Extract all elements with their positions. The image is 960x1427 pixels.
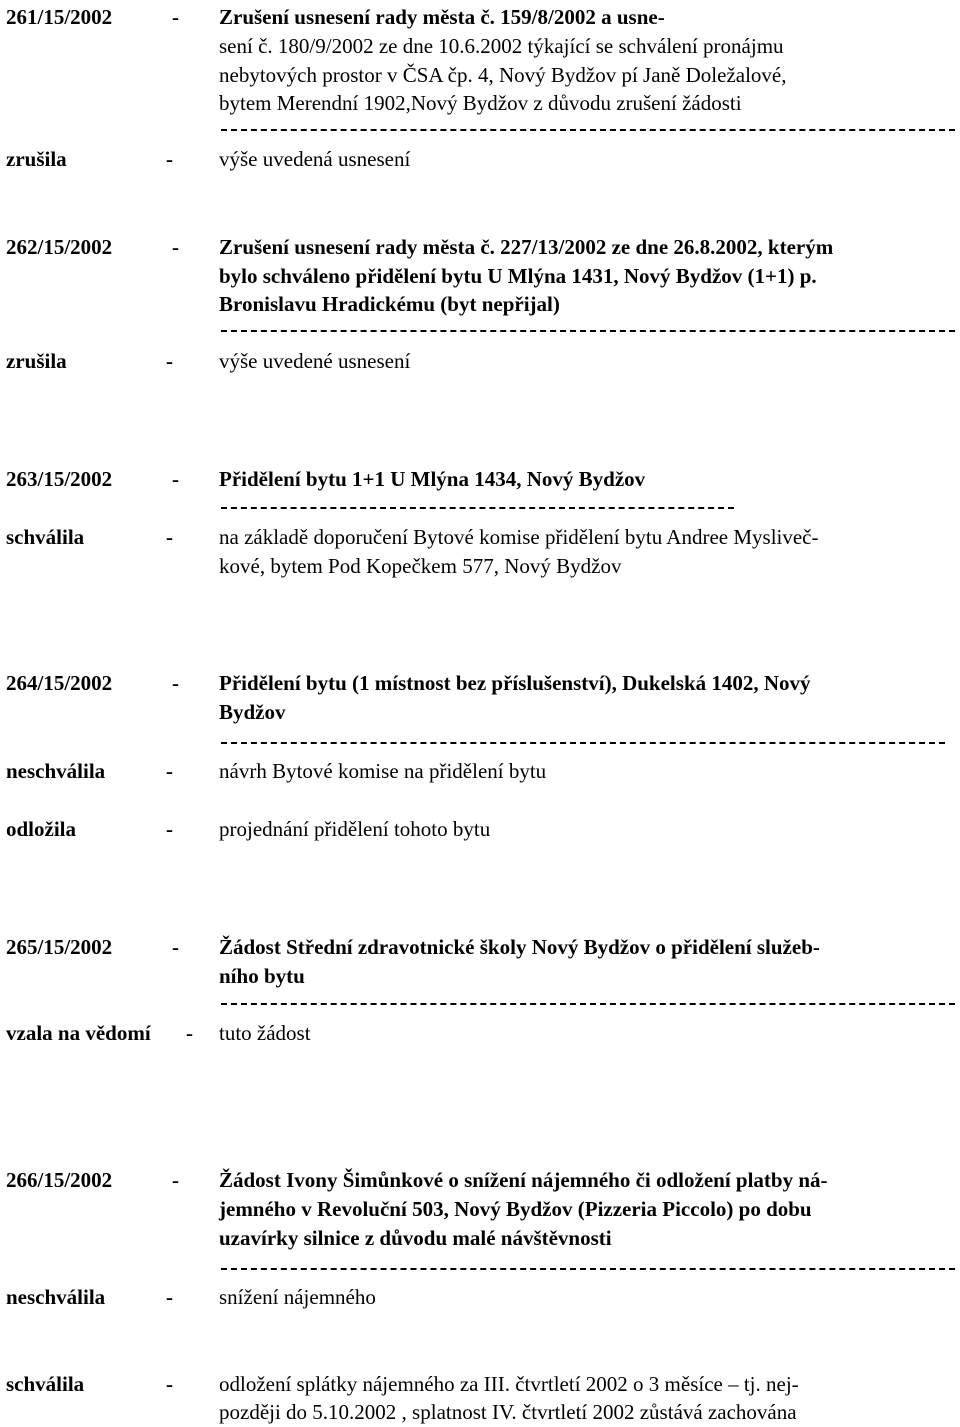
resolution-number: 261/15/2002 [6,5,113,29]
resolution-dash: - [172,5,179,29]
separator-line [221,129,955,131]
resolution-title-line: sení č. 180/9/2002 ze dne 10.6.2002 týkající se schválení pronájmu [219,34,784,58]
separator-line [221,507,734,509]
decision-text: odložení splátky nájemného za III. čtvrtletí 2002 o 3 měsíce – tj. nej- [219,1372,799,1396]
resolution-title-line: Bydžov [219,700,286,724]
resolution-title-line: Žádost Ivony Šimůnkové o snížení nájemného či odložení platby ná- [219,1168,828,1192]
decision-text: kové, bytem Pod Kopečkem 577, Nový Bydžov [219,554,622,578]
separator-line [221,330,955,332]
resolution-title-line: bytem Merendní 1902,Nový Bydžov z důvodu zrušení žádosti [219,91,742,115]
decision-dash: - [186,1021,193,1045]
resolution-dash: - [172,1168,179,1192]
decision-text: na základě doporučení Bytové komise přidělení bytu Andree Mysliveč- [219,525,819,549]
decision-text: projednání přidělení tohoto bytu [219,817,491,841]
resolution-number: 263/15/2002 [6,467,113,491]
decision-verb: vzala na vědomí [6,1021,151,1045]
separator-line [221,1268,955,1270]
decision-dash: - [166,1285,173,1309]
decision-verb: neschválila [6,759,106,783]
decision-verb: schválila [6,525,85,549]
resolution-dash: - [172,935,179,959]
resolution-number: 265/15/2002 [6,935,113,959]
resolution-number: 262/15/2002 [6,235,113,259]
resolution-dash: - [172,671,179,695]
decision-dash: - [166,817,173,841]
resolution-title-line: Zrušení usnesení rady města č. 227/13/2002 ze dne 26.8.2002, kterým [219,235,834,259]
resolution-title-line: Přidělení bytu 1+1 U Mlýna 1434, Nový Bydžov [219,467,646,491]
decision-text: výše uvedené usnesení [219,349,411,373]
resolution-title-line: uzavírky silnice z důvodu malé návštěvnosti [219,1226,612,1250]
decision-dash: - [166,349,173,373]
decision-dash: - [166,1372,173,1396]
decision-text: snížení nájemného [219,1285,376,1309]
decision-verb: odložila [6,817,77,841]
decision-dash: - [166,525,173,549]
decision-dash: - [166,147,173,171]
resolution-title-line: jemného v Revoluční 503, Nový Bydžov (Pizzeria Piccolo) po dobu [219,1197,812,1221]
decision-text: později do 5.10.2002 , splatnost IV. čtvrtletí 2002 zůstává zachována [219,1400,797,1424]
decision-verb: schválila [6,1372,85,1396]
separator-line [221,742,945,744]
resolution-dash: - [172,467,179,491]
decision-text: výše uvedená usnesení [219,147,411,171]
resolution-title-line: Zrušení usnesení rady města č. 159/8/2002 a usne- [219,5,665,29]
decision-verb: zrušila [6,349,67,373]
decision-verb: neschválila [6,1285,106,1309]
decision-text: tuto žádost [219,1021,311,1045]
resolution-title-line: bylo schváleno přidělení bytu U Mlýna 1431, Nový Bydžov (1+1) p. [219,264,817,288]
resolution-title-line: Bronislavu Hradickému (byt nepřijal) [219,292,560,316]
resolution-title-line: ního bytu [219,964,305,988]
resolution-title-line: Žádost Střední zdravotnické školy Nový Bydžov o přidělení služeb- [219,935,820,959]
resolution-number: 264/15/2002 [6,671,113,695]
decision-dash: - [166,759,173,783]
resolution-title-line: Přidělení bytu (1 místnost bez příslušenství), Dukelská 1402, Nový [219,671,811,695]
decision-text: návrh Bytové komise na přidělení bytu [219,759,547,783]
decision-verb: zrušila [6,147,67,171]
resolution-number: 266/15/2002 [6,1168,113,1192]
resolution-dash: - [172,235,179,259]
separator-line [221,1003,955,1005]
resolution-title-line: nebytových prostor v ČSA čp. 4, Nový Bydžov pí Janě Doležalové, [219,63,787,87]
